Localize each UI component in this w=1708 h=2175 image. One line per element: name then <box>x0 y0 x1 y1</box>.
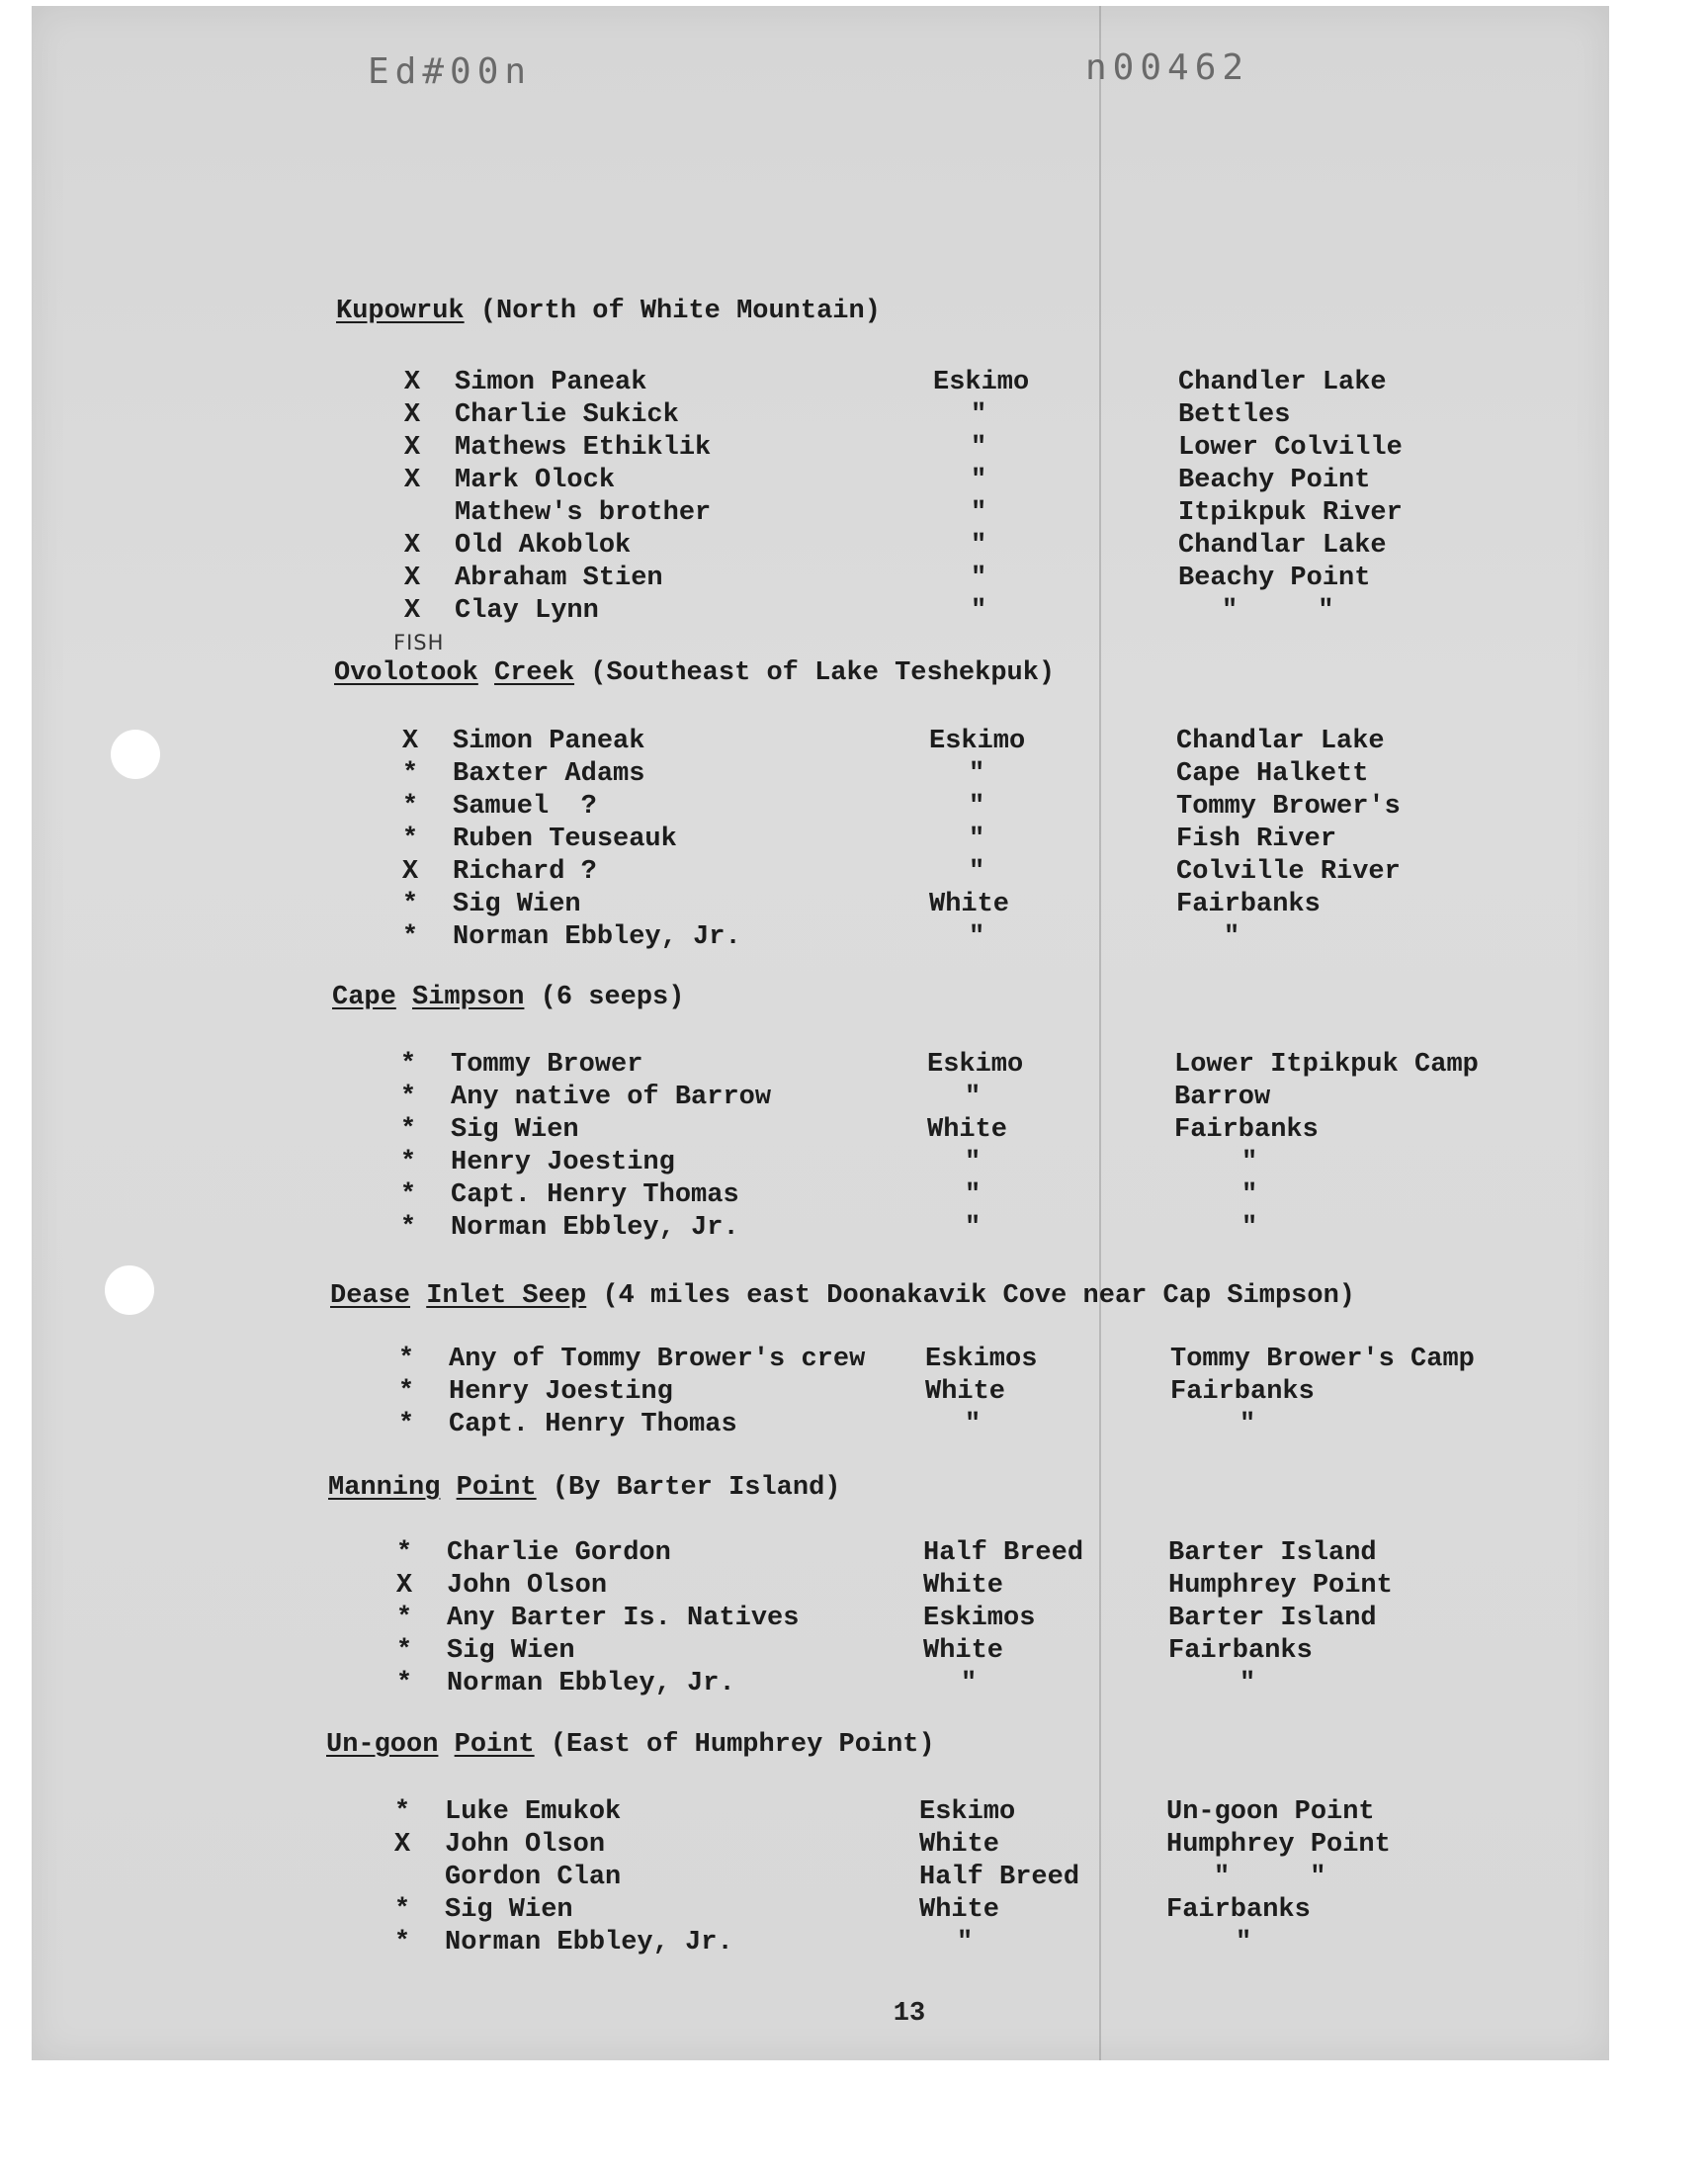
section-place: Manning <box>328 1473 441 1503</box>
row-location: " " <box>1214 1863 1326 1892</box>
row-race: White <box>923 1571 1004 1601</box>
row-mark: * <box>395 1604 413 1633</box>
row-name: Norman Ebbley, Jr. <box>453 922 741 952</box>
table-row <box>0 1604 1708 1636</box>
row-mark: * <box>397 1345 415 1374</box>
row-location: Fairbanks <box>1174 1115 1319 1145</box>
section-heading <box>326 1730 935 1760</box>
row-location: Itpikpuk River <box>1178 498 1403 528</box>
section-heading <box>330 1281 1355 1311</box>
row-race: Eskimo <box>929 727 1026 756</box>
row-location: Chandlar Lake <box>1176 727 1385 756</box>
row-race: " <box>969 857 985 887</box>
row-race: Half Breed <box>923 1538 1084 1568</box>
row-name: Sig Wien <box>451 1115 579 1145</box>
table-row <box>0 792 1708 825</box>
row-location: Barter Island <box>1168 1604 1377 1633</box>
row-name: Any Barter Is. Natives <box>447 1604 800 1633</box>
section-place-extra: Creek <box>494 658 575 688</box>
table-row <box>0 825 1708 857</box>
table-row <box>0 400 1708 433</box>
table-row <box>0 857 1708 890</box>
row-name: Charlie Sukick <box>455 400 679 430</box>
row-race: " <box>971 596 987 626</box>
row-name: John Olson <box>447 1571 608 1601</box>
table-row <box>0 1180 1708 1213</box>
section-place: Ovolotook <box>334 658 478 688</box>
row-name: Norman Ebbley, Jr. <box>447 1669 735 1698</box>
row-mark: * <box>401 922 419 952</box>
row-name: Abraham Stien <box>455 564 663 593</box>
row-location: " <box>1241 1180 1258 1210</box>
row-race: " <box>971 564 987 593</box>
section-note: (North of White Mountain) <box>479 297 881 326</box>
row-race: " <box>969 922 985 952</box>
row-race: " <box>957 1928 974 1958</box>
row-mark: * <box>399 1213 417 1243</box>
row-location: Fairbanks <box>1170 1377 1315 1407</box>
row-mark: * <box>397 1377 415 1407</box>
table-row <box>0 1636 1708 1669</box>
table-row <box>0 1115 1708 1148</box>
row-location: Humphrey Point <box>1168 1571 1393 1601</box>
row-location: Chandler Lake <box>1178 368 1387 397</box>
row-mark: X <box>403 596 421 626</box>
row-mark: X <box>403 400 421 430</box>
row-name: Samuel ? <box>453 792 597 822</box>
row-mark: X <box>403 531 421 561</box>
row-name: Richard ? <box>453 857 597 887</box>
row-race: White <box>927 1115 1008 1145</box>
row-location: Tommy Brower's <box>1176 792 1401 822</box>
row-location: Chandlar Lake <box>1178 531 1387 561</box>
section-place-extra: Simpson <box>412 983 525 1012</box>
row-mark: * <box>395 1538 413 1568</box>
row-race: White <box>925 1377 1006 1407</box>
row-location: " <box>1241 1148 1258 1177</box>
table-row <box>0 890 1708 922</box>
table-row <box>0 727 1708 759</box>
row-mark: * <box>393 1797 411 1827</box>
row-race: " <box>965 1410 982 1439</box>
row-mark: * <box>401 825 419 854</box>
row-name: Mark Olock <box>455 466 616 495</box>
row-mark: * <box>401 890 419 919</box>
table-row <box>0 1928 1708 1960</box>
row-name: Henry Joesting <box>451 1148 675 1177</box>
table-row <box>0 1050 1708 1083</box>
row-location: Cape Halkett <box>1176 759 1369 789</box>
row-mark: X <box>401 727 419 756</box>
table-row <box>0 922 1708 955</box>
row-name: Baxter Adams <box>453 759 645 789</box>
section-place: Cape <box>332 983 396 1012</box>
row-mark: * <box>401 792 419 822</box>
row-name: Old Akoblok <box>455 531 632 561</box>
section-note: (4 miles east Doonakavik Cove near Cap Simpson) <box>602 1281 1355 1311</box>
section-heading <box>332 983 684 1012</box>
section-place-extra: Inlet Seep <box>426 1281 587 1311</box>
row-race: " <box>971 433 987 463</box>
section-note: (6 seeps) <box>540 983 685 1012</box>
row-mark: * <box>397 1410 415 1439</box>
row-location: " <box>1241 1213 1258 1243</box>
table-row <box>0 1213 1708 1246</box>
row-location: " " <box>1222 596 1334 626</box>
table-row <box>0 466 1708 498</box>
section-heading <box>336 297 881 326</box>
row-name: Mathews Ethiklik <box>455 433 712 463</box>
row-name: Sig Wien <box>445 1895 573 1925</box>
table-row <box>0 1410 1708 1442</box>
row-name: Capt. Henry Thomas <box>451 1180 739 1210</box>
row-name: Norman Ebbley, Jr. <box>451 1213 739 1243</box>
row-location: " <box>1224 922 1240 952</box>
table-row <box>0 1345 1708 1377</box>
table-row <box>0 1797 1708 1830</box>
row-race: " <box>965 1180 982 1210</box>
row-name: Any of Tommy Brower's crew <box>449 1345 866 1374</box>
page-number: 13 <box>893 1999 926 2029</box>
row-mark: X <box>403 368 421 397</box>
row-race: Half Breed <box>919 1863 1080 1892</box>
row-name: Tommy Brower <box>451 1050 643 1080</box>
row-race: " <box>971 531 987 561</box>
row-race: " <box>971 498 987 528</box>
row-location: " <box>1239 1669 1256 1698</box>
row-race: " <box>961 1669 978 1698</box>
section-place: Kupowruk <box>336 297 465 326</box>
table-row <box>0 596 1708 629</box>
row-mark: * <box>399 1115 417 1145</box>
row-mark: X <box>403 564 421 593</box>
row-mark: * <box>399 1180 417 1210</box>
table-row <box>0 564 1708 596</box>
table-row <box>0 1669 1708 1701</box>
row-location: Beachy Point <box>1178 564 1371 593</box>
table-row <box>0 1863 1708 1895</box>
table-row <box>0 531 1708 564</box>
row-race: White <box>929 890 1010 919</box>
table-row <box>0 1377 1708 1410</box>
row-mark: * <box>399 1050 417 1080</box>
table-row <box>0 1830 1708 1863</box>
row-race: " <box>965 1213 982 1243</box>
row-race: Eskimos <box>925 1345 1038 1374</box>
row-race: White <box>919 1830 1000 1860</box>
row-name: John Olson <box>445 1830 606 1860</box>
section-place-extra: Point <box>454 1730 535 1760</box>
table-row <box>0 1538 1708 1571</box>
row-mark: * <box>395 1669 413 1698</box>
row-race: " <box>969 825 985 854</box>
row-name: Simon Paneak <box>455 368 647 397</box>
row-name: Henry Joesting <box>449 1377 673 1407</box>
row-location: Lower Colville <box>1178 433 1403 463</box>
row-race: " <box>969 759 985 789</box>
row-race: White <box>923 1636 1004 1666</box>
stamp-number-left: Ed#00n <box>368 51 533 92</box>
row-mark: * <box>399 1083 417 1112</box>
row-mark: X <box>395 1571 413 1601</box>
row-location: Fairbanks <box>1166 1895 1311 1925</box>
section-note: (Southeast of Lake Teshekpuk) <box>590 658 1056 688</box>
row-location: Fairbanks <box>1168 1636 1313 1666</box>
table-row <box>0 1895 1708 1928</box>
row-name: Sig Wien <box>453 890 581 919</box>
handwritten-note: FISH <box>393 631 445 654</box>
table-row <box>0 759 1708 792</box>
row-mark: * <box>401 759 419 789</box>
row-location: Colville River <box>1176 857 1401 887</box>
row-location: Bettles <box>1178 400 1291 430</box>
section-note: (East of Humphrey Point) <box>550 1730 935 1760</box>
section-place: Un-goon <box>326 1730 439 1760</box>
table-row <box>0 368 1708 400</box>
section-place-extra: Point <box>456 1473 537 1503</box>
row-mark: * <box>393 1895 411 1925</box>
row-location: Lower Itpikpuk Camp <box>1174 1050 1479 1080</box>
table-row <box>0 1083 1708 1115</box>
row-location: Beachy Point <box>1178 466 1371 495</box>
row-race: Eskimo <box>927 1050 1024 1080</box>
row-location: " <box>1236 1928 1252 1958</box>
row-mark: * <box>393 1928 411 1958</box>
section-place: Dease <box>330 1281 411 1311</box>
row-name: Gordon Clan <box>445 1863 622 1892</box>
row-name: Luke Emukok <box>445 1797 622 1827</box>
row-name: Charlie Gordon <box>447 1538 671 1568</box>
stamp-number-right: n00462 <box>1085 47 1250 88</box>
row-mark: * <box>395 1636 413 1666</box>
row-location: Barrow <box>1174 1083 1271 1112</box>
row-mark: X <box>403 466 421 495</box>
section-note: (By Barter Island) <box>552 1473 841 1503</box>
row-location: " <box>1239 1410 1256 1439</box>
table-row <box>0 1571 1708 1604</box>
section-heading <box>328 1473 841 1503</box>
row-race: " <box>971 466 987 495</box>
row-location: Fairbanks <box>1176 890 1321 919</box>
row-race: Eskimo <box>933 368 1030 397</box>
row-mark: * <box>399 1148 417 1177</box>
row-race: " <box>965 1148 982 1177</box>
row-location: Humphrey Point <box>1166 1830 1391 1860</box>
row-race: Eskimo <box>919 1797 1016 1827</box>
row-name: Simon Paneak <box>453 727 645 756</box>
row-mark: X <box>393 1830 411 1860</box>
table-row <box>0 433 1708 466</box>
row-race: " <box>965 1083 982 1112</box>
row-location: Un-goon Point <box>1166 1797 1375 1827</box>
row-race: " <box>971 400 987 430</box>
row-mark: X <box>403 433 421 463</box>
row-name: Clay Lynn <box>455 596 599 626</box>
table-row <box>0 1148 1708 1180</box>
row-name: Ruben Teuseauk <box>453 825 677 854</box>
section-heading <box>334 658 1055 688</box>
row-name: Sig Wien <box>447 1636 575 1666</box>
row-location: Tommy Brower's Camp <box>1170 1345 1475 1374</box>
row-name: Capt. Henry Thomas <box>449 1410 737 1439</box>
row-race: Eskimos <box>923 1604 1036 1633</box>
table-row <box>0 498 1708 531</box>
row-name: Mathew's brother <box>455 498 712 528</box>
row-mark: X <box>401 857 419 887</box>
row-race: White <box>919 1895 1000 1925</box>
row-location: Barter Island <box>1168 1538 1377 1568</box>
row-race: " <box>969 792 985 822</box>
row-name: Any native of Barrow <box>451 1083 772 1112</box>
row-location: Fish River <box>1176 825 1337 854</box>
row-name: Norman Ebbley, Jr. <box>445 1928 733 1958</box>
